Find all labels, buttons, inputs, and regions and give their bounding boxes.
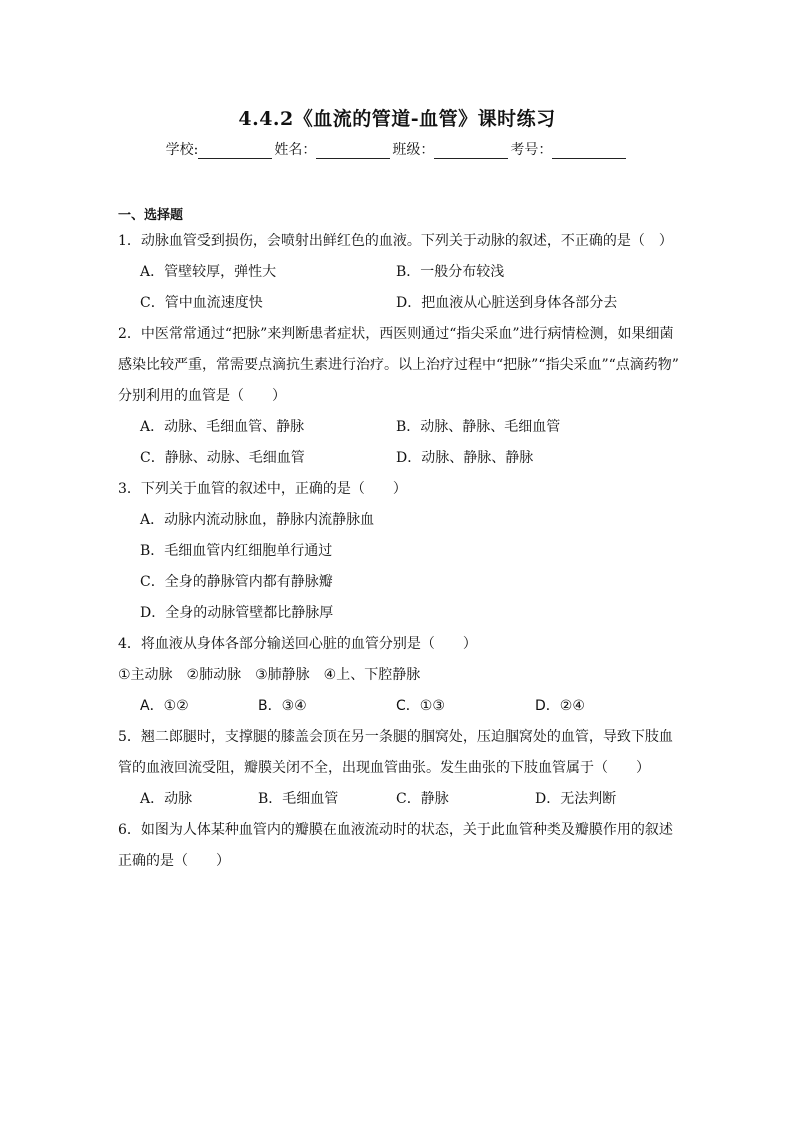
question-3-text: 3．下列关于血管的叙述中，正确的是（ ）	[118, 481, 407, 497]
question-5-option-a: A．动脉	[140, 791, 193, 807]
question-5-line-2: 管的血液回流受阻，瓣膜关闭不全，出现血管曲张。发生曲张的下肢血管属于（ ）	[118, 760, 650, 776]
class-blank	[434, 144, 508, 159]
name-blank	[316, 144, 390, 159]
question-1-option-d: D．把血液从心脏送到身体各部分去	[396, 295, 618, 311]
question-3-option-c: C．全身的静脉管内都有静脉瓣	[140, 574, 333, 590]
student-info-row	[0, 139, 794, 159]
question-4-option-b: B．③④	[258, 698, 307, 714]
question-4-text: 4．将血液从身体各部分输送回心脏的血管分别是（ ）	[118, 636, 477, 652]
question-5-line-1: 5．翘二郎腿时，支撑腿的膝盖会顶在另一条腿的腘窝处，压迫腘窝处的血管，导致下肢血	[118, 729, 673, 745]
question-3-option-b: B．毛细血管内红细胞单行通过	[140, 543, 333, 559]
question-2-line-3: 分别利用的血管是（ ）	[118, 388, 286, 404]
question-6-line-2: 正确的是（ ）	[118, 853, 230, 869]
question-2-option-c: C．静脉、动脉、毛细血管	[140, 450, 305, 466]
question-4-option-a: A．①②	[140, 698, 189, 714]
class-label: 班级：	[392, 142, 435, 158]
question-3-option-a: A．动脉内流动脉血，静脉内流静脉血	[140, 512, 375, 528]
exam-number-blank	[552, 144, 626, 159]
question-5-option-c: C．静脉	[396, 791, 449, 807]
section-heading: 一、选择题	[118, 208, 184, 223]
school-label: 学校:	[165, 142, 199, 158]
question-1-option-a: A．管壁较厚，弹性大	[140, 264, 277, 280]
question-5-option-d: D．无法判断	[535, 791, 617, 807]
question-4-option-c: C．①③	[396, 698, 445, 714]
question-2-line-1: 2．中医常常通过“把脉”来判断患者症状，西医则通过“指尖采血”进行病情检测，如果细菌	[118, 326, 674, 342]
question-1-text: 1．动脉血管受到损伤，会喷射出鲜红色的血液。下列关于动脉的叙述，不正确的是（ ）	[118, 233, 673, 249]
question-1-option-c: C．管中血流速度快	[140, 295, 263, 311]
question-2-option-d: D．动脉、静脉、静脉	[396, 450, 534, 466]
page-title: 4.4.2《血流的管道-血管》课时练习	[238, 108, 556, 130]
exam-number-label: 考号：	[510, 142, 553, 158]
question-4-option-d: D．②④	[535, 698, 585, 714]
name-label: 姓名：	[274, 142, 317, 158]
school-blank	[198, 144, 272, 159]
question-6-line-1: 6．如图为人体某种血管内的瓣膜在血液流动时的状态，关于此血管种类及瓣膜作用的叙述	[118, 822, 673, 838]
question-4-items: ①主动脉 ②肺动脉 ③肺静脉 ④上、下腔静脉	[118, 667, 421, 683]
question-1-option-b: B．一般分布较浅	[396, 264, 505, 280]
question-2-line-2: 感染比较严重，常需要点滴抗生素进行治疗。以上治疗过程中“把脉”“指尖采血”“点滴药物”	[118, 357, 679, 373]
question-5-option-b: B．毛细血管	[258, 791, 339, 807]
question-3-option-d: D．全身的动脉管壁都比静脉厚	[140, 605, 334, 621]
question-2-option-a: A．动脉、毛细血管、静脉	[140, 419, 305, 435]
question-2-option-b: B．动脉、静脉、毛细血管	[396, 419, 561, 435]
